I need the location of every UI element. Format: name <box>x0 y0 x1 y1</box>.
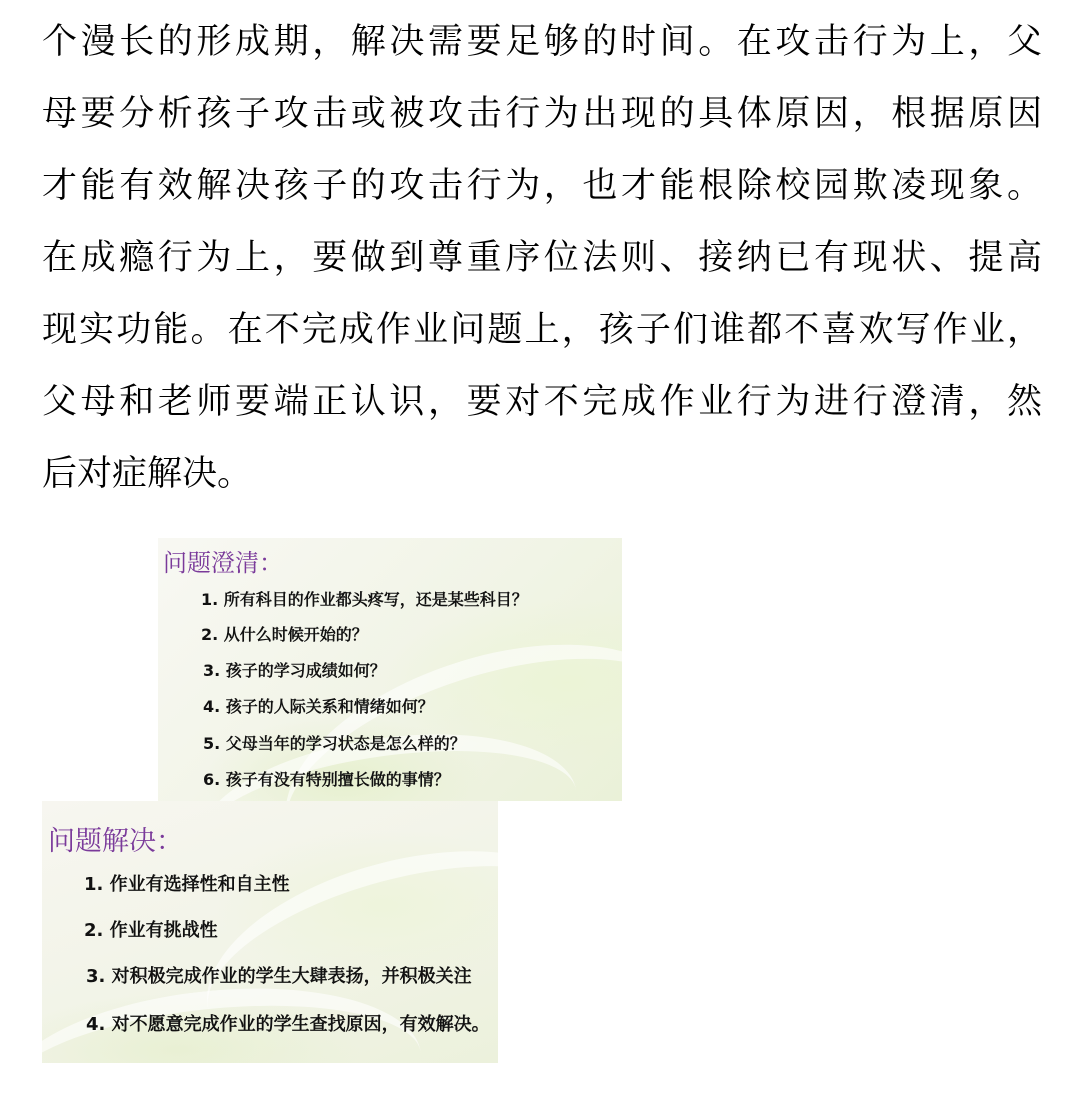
solve-item: 2. 作业有挑战性 <box>84 920 218 941</box>
problem-solving-slide <box>42 801 498 1063</box>
clarify-item: 3. 孩子的学习成绩如何？ <box>203 661 386 680</box>
slide-title: 问题澄清： <box>163 549 283 577</box>
body-paragraph <box>42 20 1042 524</box>
solve-item: 4. 对不愿意完成作业的学生查找原因，有效解决。 <box>86 1014 490 1035</box>
clarify-item: 5. 父母当年的学习状态是怎么样的？ <box>203 734 466 753</box>
paragraph-line: 后对症解决。 <box>42 454 253 494</box>
paragraph-line: 现实功能。在不完成作业问题上，孩子们谁都不喜欢写作业， <box>42 310 1042 350</box>
clarify-item: 4. 孩子的人际关系和情绪如何？ <box>203 697 434 716</box>
paragraph-line: 父母和老师要端正认识，要对不完成作业行为进行澄清，然 <box>42 382 1042 422</box>
solve-item: 3. 对积极完成作业的学生大肆表扬，并积极关注 <box>86 966 472 987</box>
slide-title: 问题解决： <box>48 826 183 857</box>
paragraph-line: 个漫长的形成期，解决需要足够的时间。在攻击行为上，父 <box>42 22 1042 62</box>
clarify-item: 6. 孩子有没有特别擅长做的事情？ <box>203 770 450 789</box>
solve-item: 1. 作业有选择性和自主性 <box>84 874 290 895</box>
clarify-item: 1. 所有科目的作业都头疼写，还是某些科目？ <box>201 590 528 609</box>
paragraph-line: 才能有效解决孩子的攻击行为，也才能根除校园欺凌现象。 <box>42 166 1042 206</box>
problem-clarification-slide <box>158 538 622 801</box>
clarify-item: 2. 从什么时候开始的？ <box>201 625 368 644</box>
paragraph-line: 在成瘾行为上，要做到尊重序位法则、接纳已有现状、提高 <box>42 238 1042 278</box>
paragraph-line: 母要分析孩子攻击或被攻击行为出现的具体原因，根据原因 <box>42 94 1042 134</box>
